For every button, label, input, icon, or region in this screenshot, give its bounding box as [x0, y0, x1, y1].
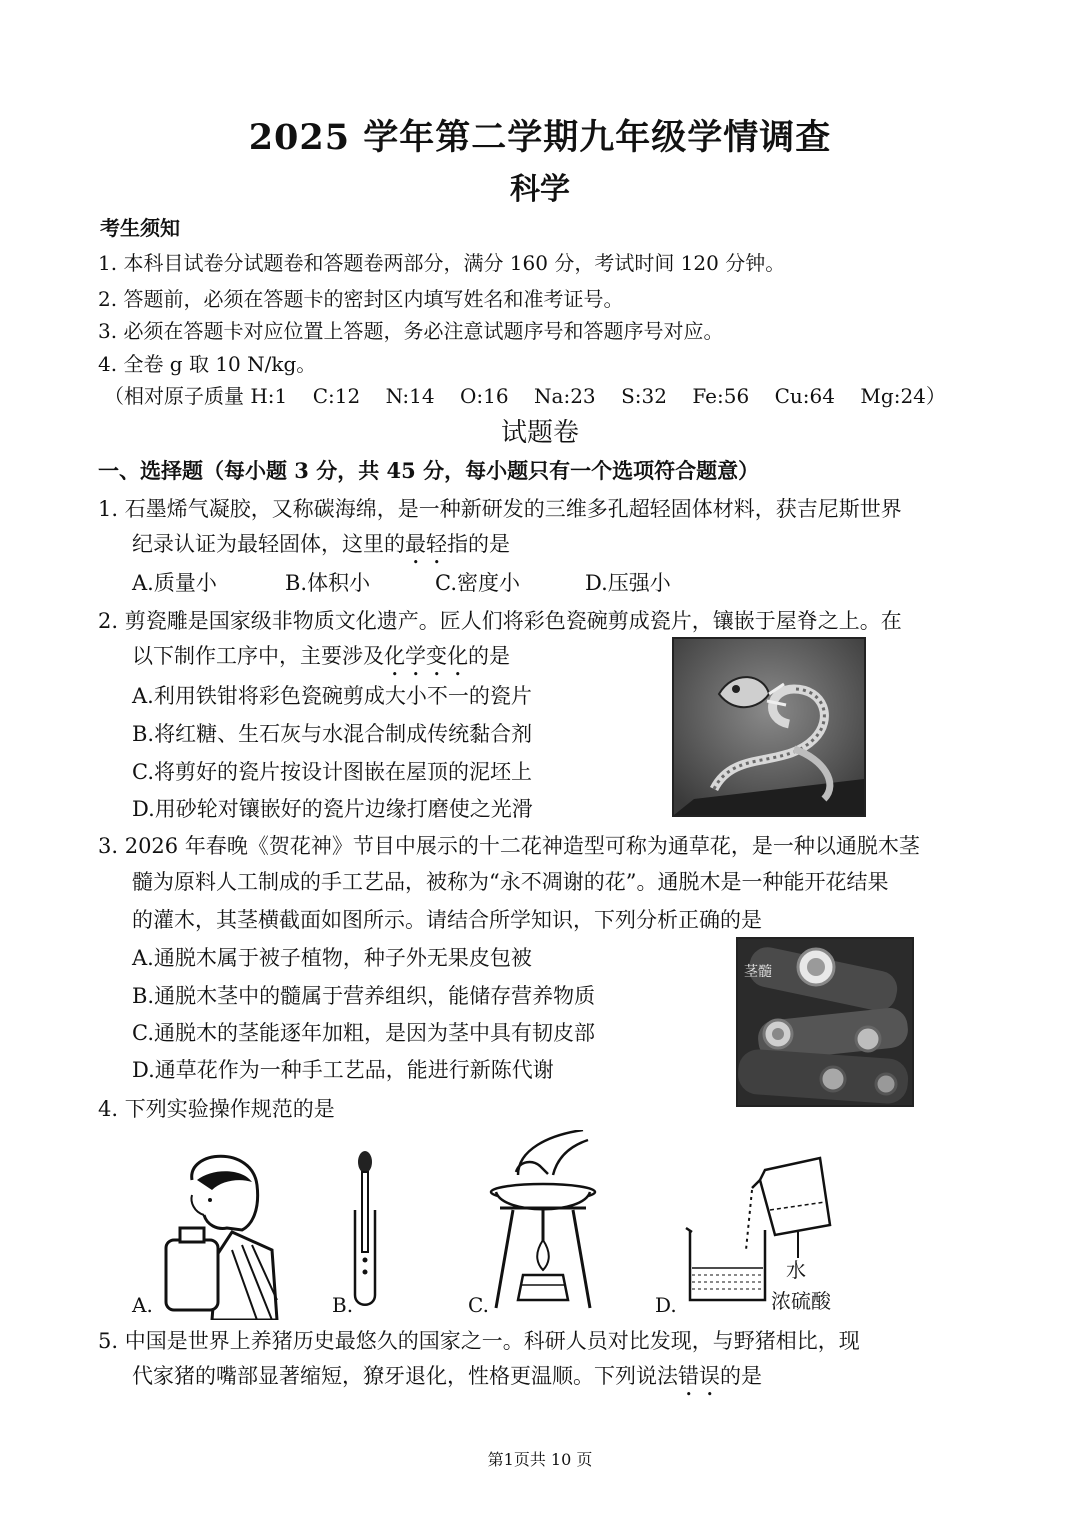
- exam-title: 2025 学年第二学期九年级学情调查: [248, 117, 832, 158]
- notice-heading: 考生须知: [100, 216, 180, 240]
- q2-line-2: 以下制作工序中，主要涉及化学变化的是: [132, 644, 510, 668]
- section-heading: 一、选择题（每小题 3 分，共 45 分，每小题只有一个选项符合题意）: [98, 458, 760, 483]
- q5-line-1: 5. 中国是世界上养猪历史最悠久的国家之一。科研人员对比发现，与野猪相比，现: [98, 1329, 860, 1353]
- q2-emphasis: 化学变化: [384, 644, 468, 668]
- q4-label-d: D.: [655, 1293, 677, 1317]
- q3-option-b: B.通脱木茎中的髓属于营养组织，能储存营养物质: [132, 984, 596, 1008]
- q1-line-1: 1. 石墨烯气凝胶，又称碳海绵，是一种新研发的三维多孔超轻固体材料，获吉尼斯世界: [98, 497, 902, 521]
- q1-option-d: D.压强小: [585, 571, 671, 595]
- q1-option-a: A.质量小: [132, 571, 217, 595]
- q3-line-3: 的灌木，其茎横截面如图所示。请结合所学知识，下列分析正确的是: [132, 908, 762, 932]
- q5-line-2: 代家猪的嘴部显著缩短，獠牙退化，性格更温顺。下列说法错误的是: [132, 1364, 762, 1388]
- q2-option-d: D.用砂轮对镶嵌好的瓷片边缘打磨使之光滑: [132, 797, 533, 821]
- pith-label: 茎髓: [744, 964, 772, 980]
- q3-option-a: A.通脱木属于被子植物，种子外无果皮包被: [132, 946, 532, 970]
- q3-option-d: D.通草花作为一种手工艺品，能进行新陈代谢: [132, 1058, 554, 1082]
- q4-line-1: 4. 下列实验操作规范的是: [98, 1097, 335, 1121]
- notice-line-1: 1. 本科目试卷分试题卷和答题卷两部分，满分 160 分，考试时间 120 分钟。: [98, 251, 786, 275]
- atomic-masses: （相对原子质量 H:1 C:12 N:14 O:16 Na:23 S:32 Fe:56 Cu:64 Mg:24）: [104, 384, 946, 408]
- notice-line-2: 2. 答题前，必须在答题卡的密封区内填写姓名和准考证号。: [98, 287, 624, 311]
- q2-line-1: 2. 剪瓷雕是国家级非物质文化遗产。匠人们将彩色瓷碗剪成瓷片，镶嵌于屋脊之上。在: [98, 609, 902, 633]
- notice-line-3: 3. 必须在答题卡对应位置上答题，务必注意试题序号和答题序号对应。: [98, 319, 724, 343]
- q2-option-a: A.利用铁钳将彩色瓷碗剪成大小不一的瓷片: [132, 684, 532, 708]
- notice-line-4: 4. 全卷 g 取 10 N/kg。: [98, 352, 317, 376]
- q5-emphasis: 错误: [678, 1364, 720, 1388]
- q3-line-1: 3. 2026 年春晚《贺花神》节目中展示的十二花神造型可称为通草花，是一种以通脱木茎: [98, 834, 920, 858]
- q4-label-a: A.: [132, 1293, 153, 1317]
- q4-label-water: 水: [786, 1258, 806, 1282]
- q2-option-b: B.将红糖、生石灰与水混合制成传统黏合剂: [132, 722, 533, 746]
- q3-option-c: C.通脱木的茎能逐年加粗，是因为茎中具有韧皮部: [132, 1021, 595, 1045]
- page-footer: 第1页共 10 页: [487, 1450, 593, 1469]
- q2-option-c: C.将剪好的瓷片按设计图嵌在屋顶的泥坯上: [132, 760, 532, 784]
- section-title: 试题卷: [500, 418, 579, 448]
- q4-label-acid: 浓硫酸: [771, 1289, 831, 1313]
- stem-cross-section-photo: [736, 937, 914, 1107]
- figure-a-smelling: [132, 1150, 282, 1320]
- q4-label-b: B.: [332, 1293, 354, 1317]
- q4-label-c: C.: [468, 1293, 489, 1317]
- figure-c-evaporating-dish: [488, 1130, 598, 1310]
- q1-option-b: B.体积小: [285, 571, 371, 595]
- q3-line-2: 髓为原料人工制成的手工艺品，被称为“永不凋谢的花”。通脱木是一种能开花结果: [132, 870, 889, 894]
- q1-line-2: 纪录认证为最轻固体，这里的最轻指的是: [132, 532, 510, 556]
- q1-option-c: C.密度小: [435, 571, 520, 595]
- figure-b-dropper: [345, 1150, 385, 1310]
- dragon-sculpture-photo: [672, 637, 866, 817]
- subject-title: 科学: [510, 172, 570, 207]
- q1-emphasis: 最轻: [405, 532, 447, 556]
